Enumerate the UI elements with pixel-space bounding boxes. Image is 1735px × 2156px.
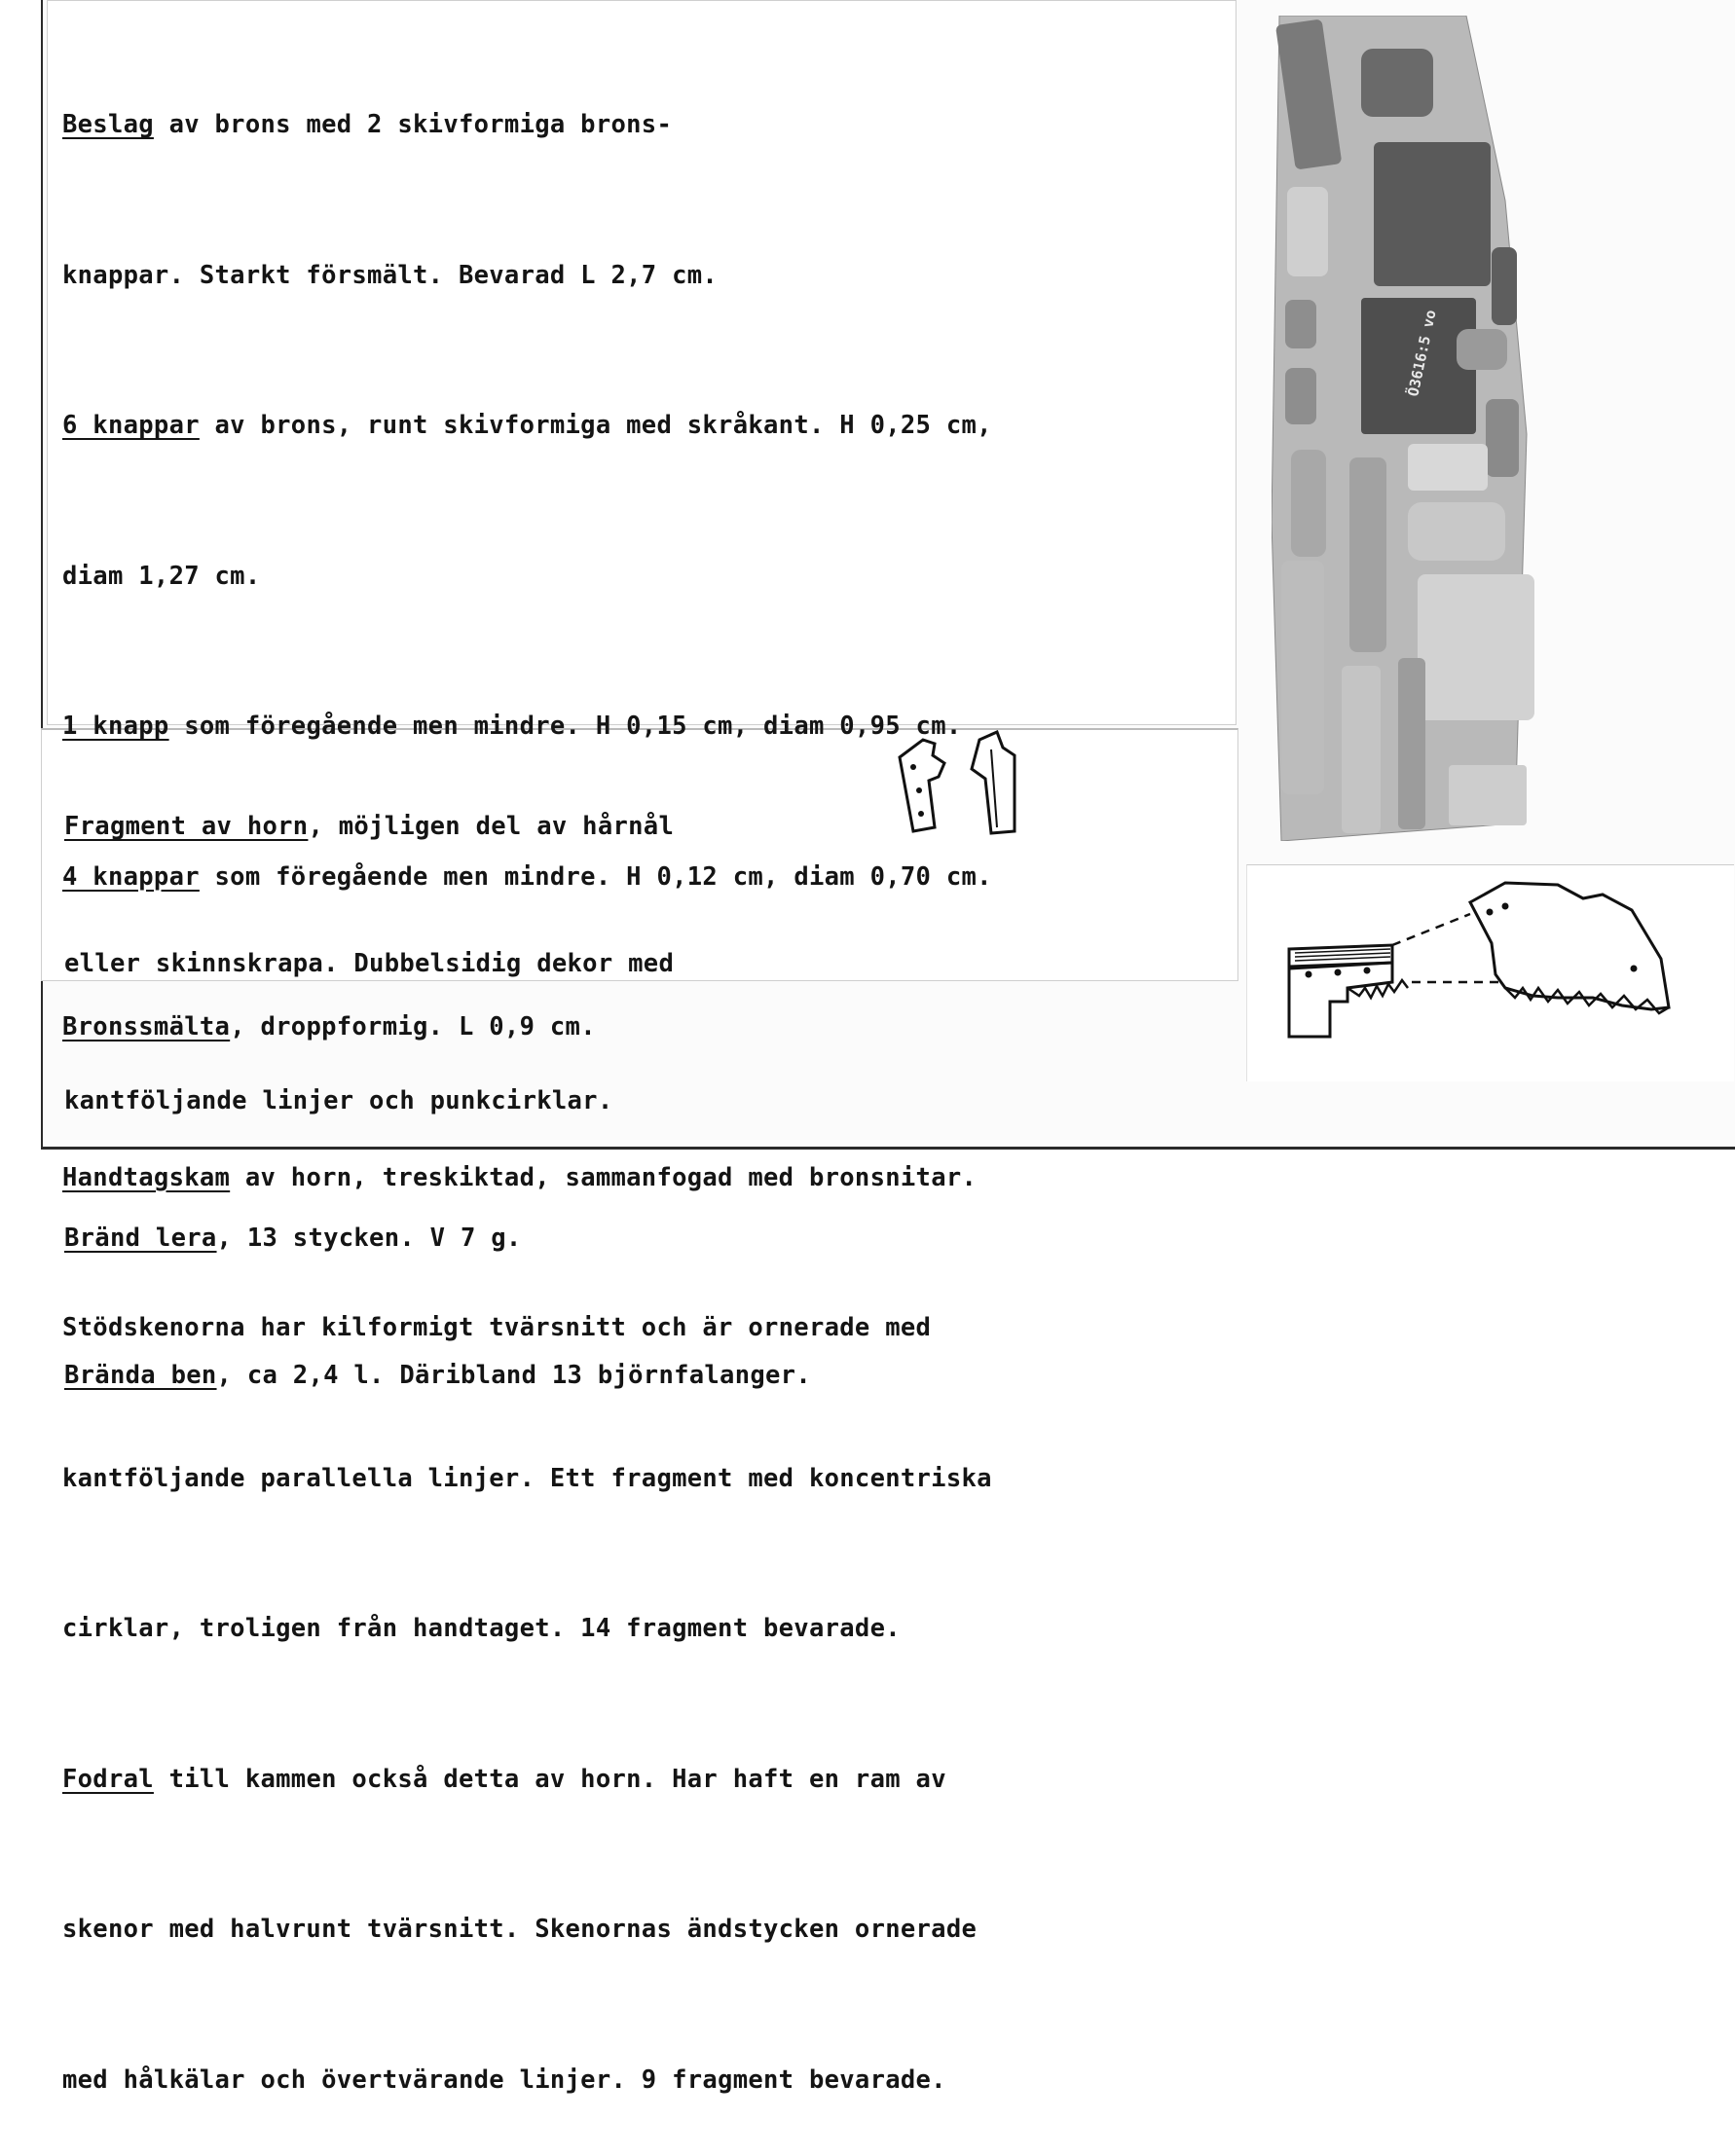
entry-text: som föregående men mindre. H 0,12 cm, diam 0,70 cm. <box>199 861 992 892</box>
dot-circle-mark <box>916 787 922 793</box>
entry-line <box>62 401 992 452</box>
fragment-shape <box>1449 765 1527 825</box>
hatch-line <box>1295 953 1390 957</box>
rivet-mark <box>1335 969 1342 976</box>
comb-fragment-outline <box>1470 883 1669 1009</box>
fragment-shape <box>1287 187 1328 276</box>
fragment-shape <box>1285 368 1316 424</box>
entry-text: kantföljande linjer och punkcirklar. <box>64 1086 613 1115</box>
entry-text: till kammen också detta av horn. Har haft en ram av <box>153 1764 946 1794</box>
entry-line <box>62 1905 992 1955</box>
fragment-shape <box>1342 666 1381 833</box>
entry-line <box>64 1353 811 1399</box>
entry-line <box>62 552 992 603</box>
fragment-shape <box>1457 329 1507 370</box>
entry-line <box>64 1216 811 1261</box>
entry-text: med hålkälar och övertvärande linjer. 9 fragment bevarade. <box>62 2065 946 2095</box>
entry-term: Bränd lera <box>64 1224 217 1253</box>
fragment-shape <box>1418 574 1534 720</box>
comb-fragments-photo <box>1272 16 1548 841</box>
rivet-mark <box>1631 966 1638 972</box>
entry-term: Bronssmälta <box>62 1012 231 1041</box>
fragment-shape <box>1374 142 1491 286</box>
entry-text: , droppformig. L 0,9 cm. <box>230 1012 596 1041</box>
entry-text: , möjligen del av hårnål <box>308 812 675 841</box>
rivet-mark <box>1502 903 1509 910</box>
entry-line <box>64 804 811 850</box>
entry-text: diam 1,27 cm. <box>62 561 261 591</box>
entry-text: , 13 stycken. V 7 g. <box>216 1224 522 1253</box>
entry-text: cirklar, troligen från handtaget. 14 fragment bevarade. <box>62 1614 901 1643</box>
entry-text: skenor med halvrunt tvärsnitt. Skenornas ändstycken ornerade <box>62 1915 978 1944</box>
rivet-mark <box>1306 971 1312 978</box>
entry-term: 4 knappar <box>62 861 200 892</box>
rivet-mark <box>1364 968 1371 974</box>
entry-text: av horn, treskiktad, sammanfogad med bronsnitar. <box>230 1162 978 1192</box>
entry-line <box>64 1078 811 1124</box>
entry-text: av brons med 2 skivformiga brons- <box>153 110 673 139</box>
entry-line <box>62 251 992 302</box>
entry-term: Fodral <box>62 1764 154 1794</box>
hatch-line <box>1295 957 1390 961</box>
entry-text: knappar. Starkt försmält. Bevarad L 2,7 cm. <box>62 260 719 290</box>
entry-term: Brända ben <box>64 1361 217 1390</box>
fragment-shape <box>1285 300 1316 348</box>
rivet-mark <box>1487 909 1494 916</box>
fragment-shape <box>1361 49 1433 117</box>
entry-term: 6 knappar <box>62 411 200 440</box>
entry-line <box>62 1755 992 1806</box>
entry-line <box>62 1604 992 1655</box>
entry-line <box>64 941 811 987</box>
fragment-outline <box>991 749 997 827</box>
fragment-outline <box>900 740 944 831</box>
fragment-shape <box>1408 502 1505 561</box>
entry-text: av brons, runt skivformiga med skråkant. H 0,25 cm, <box>199 411 992 440</box>
entry-line <box>62 100 992 151</box>
entry-text: kantföljande parallella linjer. Ett fragment med koncentriska <box>62 1463 992 1493</box>
entry-text: eller skinnskrapa. Dubbelsidig dekor med <box>64 949 675 978</box>
entry-line <box>62 1454 992 1505</box>
fragment-shape <box>1492 247 1517 325</box>
fragment-shape <box>1349 457 1386 652</box>
fragment-shape <box>1486 399 1519 477</box>
horn-fragment-drawing <box>896 730 1042 847</box>
entry-term: 1 knapp <box>62 712 169 741</box>
dot-circle-mark <box>910 764 916 770</box>
entry-text: som föregående men mindre. H 0,15 cm, diam 0,95 cm. <box>168 712 962 741</box>
fragment-shape <box>1398 658 1425 829</box>
fragment-shape <box>1408 444 1488 491</box>
entry-text: , ca 2,4 l. Däribland 13 björnfalanger. <box>216 1361 811 1390</box>
comb-reconstruction-drawing <box>1275 881 1684 1066</box>
entry-text: Stödskenorna har kilformigt tvärsnitt och är ornerade med <box>62 1313 932 1342</box>
lower-entries <box>64 713 811 1444</box>
entry-term: Handtagskam <box>62 1162 231 1192</box>
entry-term: Beslag <box>62 110 154 139</box>
entry-line <box>62 2056 992 2106</box>
entry-term: Fragment av horn <box>64 812 309 841</box>
museum-number-label: Ö3616:5 vo <box>1404 308 1440 398</box>
dashed-connector <box>1392 914 1470 945</box>
fragment-shape <box>1291 450 1326 557</box>
dot-circle-mark <box>918 811 924 817</box>
fragment-shape <box>1281 561 1324 794</box>
